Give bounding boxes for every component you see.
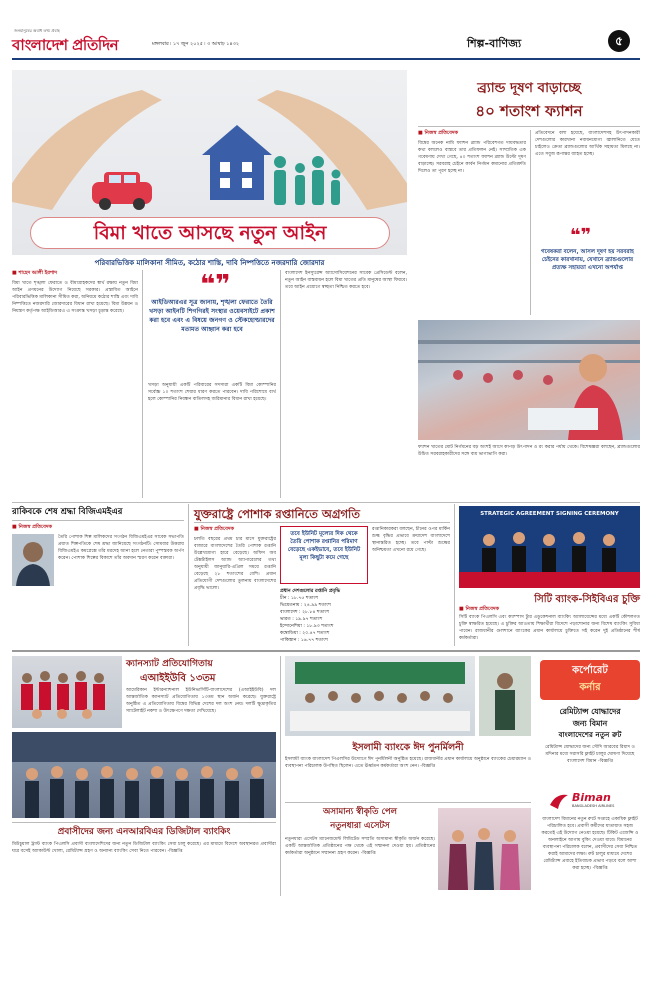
usexport-body: চলতি বছরের প্রথম চার মাসে যুক্তরাষ্ট্রের বাজারে বাংলাদেশের তৈরি পোশাক রপ্তানি উল্লেখযোগ্য হারে বেড়েছে। অফিস অব টেক্সটাইলস অ্যান্ড অ্যাপারেলের তথ্য অনুযায়ী জানুয়ারি-এপ্রিল সময়ে রপ্তানি বেড়েছে ২৮ শতাংশের বেশি। প্রধান প্রতিযোগী দেশগুলোর তুলনায় বাংলাদেশের প্রবৃদ্ধি ভালো। <box>194 537 276 591</box>
corporate-corner-tag <box>540 660 640 700</box>
fashion-body-col1: বিশ্বের অনেক নামি ফ্যাশন ব্র্যান্ড পরিবেশগত দায়বদ্ধতার কথা বললেও বাস্তবে তার প্রতিফলন নেই। সাম্প্রতিক এক গবেষণায় দেখা গেছে, ৪০ শতাংশ ফ্যাশন ব্র্যান্ড উল্টো দূষণ বাড়াচ্ছে। সরবরাহ চেইনে কার্বন নির্গমন কমানোর প্রতিশ্রুতি দিলেও তা পূরণ হচ্ছে না। <box>418 141 526 174</box>
citybank-byline: ■ নিজস্ব প্রতিবেদক <box>459 606 579 614</box>
section-title: শিল্প-বাণিজ্য <box>467 37 522 50</box>
biman-headline-line2: জন্য বিমান <box>572 719 608 728</box>
insurance-quote-mark: ❝❞ <box>200 270 231 300</box>
factory-workers-icon <box>418 320 640 440</box>
biman-headline-line3: বাংলাদেশের নতুন রুট <box>558 730 622 739</box>
insurance-body-col1: বিমা খাতে শৃঙ্খলা ফেরাতে ও বীমাগ্রাহকদের স্বার্থ রক্ষায় নতুন বিমা আইন প্রণয়নের উদ্যোগ নিয়েছে সরকার। প্রস্তাবিত আইনে পরিবারভিত্তিক মালিকানা সীমিত করা, অনিয়মে কঠোর শাস্তি এবং দাবি নিষ্পত্তিতে নজরদারি জোরদারের বিধান রাখা হয়েছে। বিমা উন্নয়ন ও নিয়ন্ত্রণ কর্তৃপক্ষ আইডিআরএ এ সংক্রান্ত খসড়া চূড়ান্ত করেছে। <box>12 281 138 314</box>
usexport-stat-item: চীন : ১৮.৭৫ শতাংশ <box>280 596 319 601</box>
usexport-stat-item: পাকিস্তান : ১৬.৭৭ শতাংশ <box>280 638 328 643</box>
islami-headline: ইসলামী ব্যাংকে ঈদ পুনর্মিলনী <box>352 742 464 753</box>
person-portrait-icon <box>12 534 54 586</box>
aiub-headline-line1: ক্যানস্যাট প্রতিযোগিতায় <box>126 659 213 669</box>
masthead <box>12 28 640 64</box>
team-group-icon <box>12 656 122 728</box>
rakib-body: তৈরি পোশাক শিল্প মালিকদের সংগঠন বিজিএমইএর সাবেক সভাপতি প্রয়াত শিল্পপতিকে শেষ শ্রদ্ধা জানিয়েছে সংগঠনটি। সোমবার উত্তরায় বিজিএমইএ কমপ্লেক্সে তাঁর মরদেহ আনা হলে নেতারা পুষ্পস্তবক অর্পণ করেন। পোশাক শিল্পের বিকাশে তাঁর অবদান স্মরণ করেন বক্তারা। <box>58 535 184 561</box>
rakib-portrait <box>12 534 54 586</box>
aiub-headline-line2: এআইইউবি ১৩তম <box>140 673 216 684</box>
newspaper-logo[interactable]: বাংলাদেশ প্রতিদিন <box>12 36 119 54</box>
biman-logo-subtext: BANGLADESH AIRLINES <box>572 804 615 808</box>
biman-bird-logo-icon <box>548 791 570 811</box>
fashion-quote: গবেষকরা বলেন, আসল দূষণ হয় সরবরাহ চেইনের কারখানায়, যেখানে ব্র্যান্ডগুলোর প্রত্যক্ষ সহায়তা এখনো অপর্যাপ্ত <box>540 249 634 271</box>
date-underline <box>12 58 640 60</box>
fashion-headline-line1: ব্র্যান্ড দূষণ বাড়াচ্ছে <box>477 80 581 96</box>
fashion-headline-line2: ৪০ শতাংশ ফ্যাশন <box>475 102 583 120</box>
citybank-headline: সিটি ব্যাংক-সিইবিএর চুক্তি <box>534 594 640 605</box>
assets-award-photo <box>438 808 531 890</box>
usexport-callout: তবে ইউনিট মূল্যের দিক থেকে তৈরি পোশাক রপ্তানির পরিমাণ বেড়েছে একইভাবে, তবে ইউনিট মূল্য কিছুটা কমে গেছে <box>280 526 368 584</box>
people-group-icon <box>459 506 640 588</box>
award-group-icon <box>438 808 531 890</box>
usexport-stat-item: ভিয়েতনাম : ২৪.৯৯ শতাংশ <box>280 603 331 608</box>
usexport-stat-item: কম্বোডিয়া : ২০.৪৭ শতাংশ <box>280 631 330 636</box>
logo-tagline: জনমানুষের অবাধ তথ্য প্রবাহ <box>14 28 60 33</box>
insurance-headline: বিমা খাতে আসছে নতুন আইন <box>30 217 390 249</box>
assets-headline-line1: অসামান্য স্বীকৃতি পেল <box>323 807 397 817</box>
usexport-body-col3: রপ্তানিকারকরা বলছেন, চীনের ওপর মার্কিন শুল্ক বৃদ্ধির প্রভাবে ক্রয়াদেশ বাংলাদেশে স্থানান্তরিত হচ্ছে। তবে পাল্টা শুল্কের অনিশ্চয়তা এখনো রয়ে গেছে। <box>372 527 450 553</box>
meeting-table-icon <box>285 656 475 736</box>
biman-logo-text: Biman <box>572 791 611 804</box>
biman-intro: রেমিট্যান্স যোদ্ধাদের জন্য সৌদি আরবের রিয়াদ ও মদিনার মধ্যে সরাসরি ফ্লাইট চালুর ঘোষণা দিয়েছে বাংলাদেশ বিমান -বিজ্ঞপ্তি <box>545 745 635 764</box>
aiub-event-photo <box>12 732 276 818</box>
event-crowd-icon <box>12 732 276 818</box>
dbbl-headline: প্রবাসীদের জন্য এনআরবিএর ডিজিটাল ব্যাংকিং <box>57 827 231 837</box>
page-number: ৫ <box>608 30 630 52</box>
islami-bank-side-photo <box>479 656 531 736</box>
usexport-stat-item: বাংলাদেশ : ২৮.৮৪ শতাংশ <box>280 610 330 615</box>
usexport-stat-item: ভারত : ১৯.৯৭ শতাংশ <box>280 617 323 622</box>
insurance-body-col2: খসড়া অনুযায়ী একটি পরিবারের সদস্যরা একটি বিমা কোম্পানির সর্বোচ্চ ১০ শতাংশ শেয়ার ধারণ করতে পারবেন। দাবি পরিশোধে ব্যর্থ হলে কোম্পানির নিবন্ধন বাতিলসহ জরিমানার বিধান রাখা হয়েছে। <box>148 383 276 402</box>
person-standing-icon <box>479 656 531 736</box>
citybank-banner: STRATEGIC AGREEMENT SIGNING CEREMONY <box>480 511 619 517</box>
usexport-headline: যুক্তরাষ্ট্রে পোশাক রপ্তানিতে অগ্রগতি <box>194 507 360 521</box>
corporate-tag-line1: কর্পোরেট <box>572 665 608 676</box>
assets-body: নতুনধারা এসেটস ম্যানেজমেন্ট লিমিটেড সম্প্রতি অসামান্য স্বীকৃতি অর্জন করেছে। একটি আন্তর্জাতিক প্রতিষ্ঠানের পক্ষ থেকে এই সম্মাননা দেওয়া হয়। প্রতিষ্ঠানের কর্মকর্তারা অনুষ্ঠানে সম্মাননা গ্রহণ করেন। -বিজ্ঞপ্তি <box>285 837 435 856</box>
dbbl-body: মিউচুয়াল ট্রাস্ট ব্যাংক পিএলসি প্রবাসী বাংলাদেশিদের জন্য নতুন ডিজিটাল ব্যাংকিং সেবা চালু করেছে। এর মাধ্যমে বিদেশে অবস্থানরত প্রবাসীরা ঘরে বসেই অ্যাকাউন্ট খোলা, রেমিট্যান্স গ্রহণ ও অন্যান্য ব্যাংকিং সেবা নিতে পারবেন। -বিজ্ঞপ্তি <box>12 842 276 854</box>
citybank-body: সিটি ব্যাংক পিএলসি এবং ক্যাম্পাস ট্যুর এডুকেশনাল ব্যাংকিং অ্যালায়েন্সের মধ্যে একটি কৌশলগত চুক্তি স্বাক্ষরিত হয়েছে। এ চুক্তির আওতায় শিক্ষার্থীরা বিদেশে পড়াশোনার জন্য বিশেষ ব্যাংকিং সুবিধা পাবেন। রাজধানীর গুলশানে ব্যাংকের প্রধান কার্যালয়ে চুক্তিতে সই করেন দুই প্রতিষ্ঠানের শীর্ষ কর্মকর্তারা। <box>459 615 640 641</box>
fashion-body-col3: ফ্যাশন খাতের মোট নির্গমনের বড় অংশই আসে কাপড় উৎপাদন ও রং করার পর্যায় থেকে। বিশেষজ্ঞরা বলছেন, ব্র্যান্ডগুলোর উচিত সরবরাহকারীদের সঙ্গে ব্যয় ভাগাভাগি করা। <box>418 445 640 457</box>
assets-headline-line2: নতুনধারা এসেটস <box>330 821 390 831</box>
biman-body: বাংলাদেশ বিমানের নতুন রুটে সপ্তাহে একাধিক ফ্লাইট পরিচালিত হবে। প্রবাসী কর্মীদের যাতায়াত সহজ করতেই এই উদ্যোগ নেওয়া হয়েছে। টিকিট এজেন্সি ও অনলাইনে আগাম বুকিং দেওয়া যাবে। বিমানের ব্যবস্থাপনা পরিচালক বলেন, প্রবাসীদের সেবা নিশ্চিত করাই আমাদের লক্ষ্য। রুট চালুর মাধ্যমে দেশের রেমিট্যান্স প্রবাহে ইতিবাচক প্রভাব পড়বে বলে আশা করা হচ্ছে। -বিজ্ঞপ্তি <box>541 817 639 871</box>
corporate-tag-line2: কর্নার <box>579 682 601 693</box>
aiub-body: আমেরিকান ইন্টারন্যাশনাল ইউনিভার্সিটি-বাংলাদেশের (এআইইউবি) দল আন্তর্জাতিক ক্যানস্যাট প্রতিযোগিতায় ১৩তম স্থান অর্জন করেছে। যুক্তরাষ্ট্রে অনুষ্ঠিত এ প্রতিযোগিতায় বিশ্বের বিভিন্ন দেশের দল অংশ নেয়। দলটি ক্ষুদ্রাকৃতির স্যাটেলাইট নকশা ও উৎক্ষেপণে দক্ষতা দেখিয়েছে। <box>126 688 276 714</box>
fashion-body-col2: প্রতিবেদনে বলা হয়েছে, বাংলাদেশসহ উৎপাদনকারী দেশগুলোর কারখানা নবায়নযোগ্য জ্বালানিতে যেতে চাইলেও ক্রেতা ব্র্যান্ডগুলোর আর্থিক সহায়তা মিলছে না। এতে সবুজ রূপান্তর ব্যাহত হচ্ছে। <box>535 131 640 157</box>
aiub-team-photo <box>12 656 122 728</box>
fashion-byline: ■ নিজস্ব প্রতিবেদক <box>418 130 526 138</box>
usexport-stats-title: প্রধান দেশগুলোর রপ্তানি প্রবৃদ্ধি <box>280 589 340 594</box>
biman-logo <box>548 790 640 812</box>
issue-date: মঙ্গলবার ৷ ১৭ জুন ২০২৫ ৷ ৩ আষাঢ় ১৪৩২ <box>152 41 240 47</box>
insurance-byline: ■ শাহেদ আলী ইরশাদ <box>12 270 138 278</box>
usexport-stat-item: ইন্দোনেশিয়া : ১৮.৯৩ শতাংশ <box>280 624 334 629</box>
rakib-byline: ■ নিজস্ব প্রতিবেদক <box>12 524 132 532</box>
insurance-body-col3: বাংলাদেশ ইনস্যুরেন্স অ্যাসোসিয়েশনের সাবেক প্রেসিডেন্ট বলেন, নতুন আইন বাস্তবায়ন হলে বিমা খাতের প্রতি মানুষের আস্থা ফিরবে। তবে আইন প্রয়োগে স্বচ্ছতা নিশ্চিত করতে হবে। <box>285 271 407 290</box>
citybank-signing-photo <box>459 506 640 588</box>
islami-bank-event-photo <box>285 656 475 736</box>
fashion-quote-mark: ❝❞ <box>570 225 592 246</box>
usexport-byline: ■ নিজস্ব প্রতিবেদক <box>194 526 276 534</box>
insurance-illustration <box>12 70 407 255</box>
biman-headline-line1: রেমিট্যান্স যোদ্ধাদের <box>559 707 621 716</box>
insurance-quote: আইডিআরএর সূত্র জানায়, শৃঙ্খলা ফেরাতে তৈরি খসড়া আইনটি শিগগিরই সংস্থার ওয়েবসাইটে প্রকাশ করা হবে এবং এ বিষয়ে জনগণ ও স্টেকহোল্ডারদের মতামত আহ্বান করা হবে <box>149 299 275 333</box>
usexport-stats-box <box>280 588 368 646</box>
garment-factory-photo <box>418 320 640 440</box>
islami-body: ইসলামী ব্যাংক বাংলাদেশ পিএলসির উদ্যোগে ঈদ পুনর্মিলনী অনুষ্ঠিত হয়েছে। রাজধানীর প্রধান কার্যালয়ে অনুষ্ঠানে ব্যাংকের চেয়ারম্যান ও ব্যবস্থাপনা পরিচালক উপস্থিত ছিলেন। এতে ঊর্ধ্বতন কর্মকর্তারা অংশ নেন। -বিজ্ঞপ্তি <box>285 757 531 769</box>
insurance-subhead: পরিবারভিত্তিক মালিকানা সীমিত, কঠোর শাস্তি, দাবি নিষ্পত্তিতে নজরদারি জোরদার <box>94 259 325 267</box>
rakib-headline: রাকিবকে শেষ শ্রদ্ধা বিজিএমইএর <box>12 507 123 517</box>
